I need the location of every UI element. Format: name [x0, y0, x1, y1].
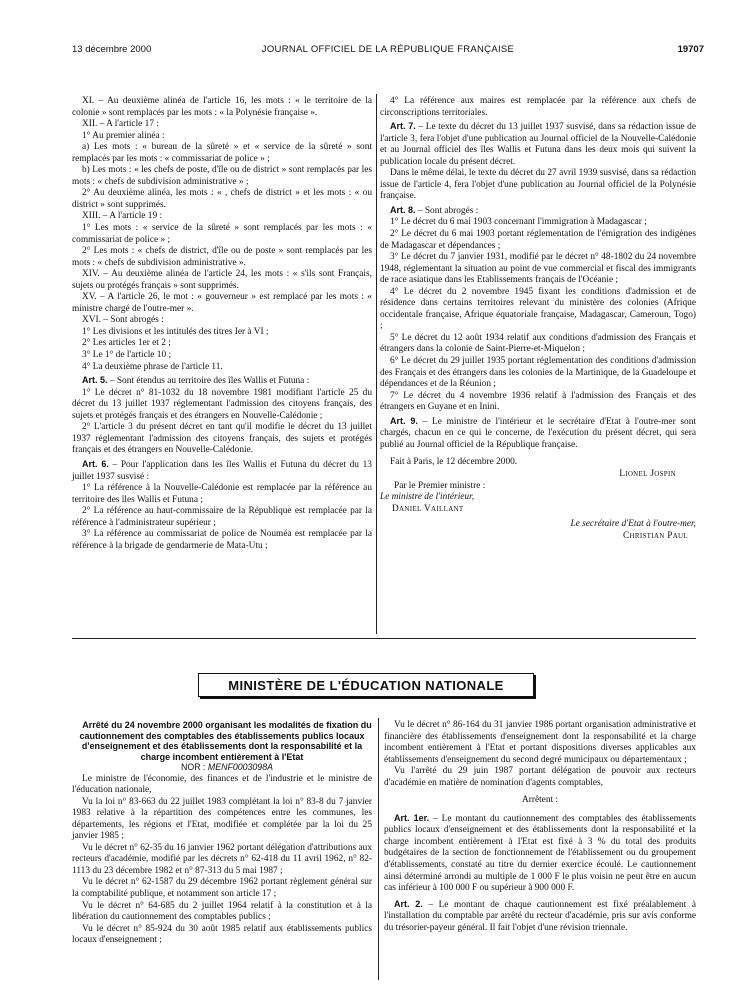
- paragraph: Vu le décret n° 64-685 du 2 juillet 1964 relatif à la constitution et à la libération du cautionnement des comptables publics ;: [72, 900, 372, 923]
- article-9: [380, 416, 696, 452]
- article-label: Art. 5.: [82, 375, 108, 386]
- column-divider: [376, 94, 377, 634]
- arretent-heading: Arrêtent :: [521, 795, 559, 806]
- column-divider: [378, 718, 379, 980]
- paragraph: Vu le décret n° 62-35 du 16 janvier 1962 portant délégation d'attributions aux recteurs d'académie, modifié par les décrets n° 62-418 du 11 avril 1962, n° 82-1113 du 23 décembre 1982 et n° 87-313 du 5 mai 1987 ;: [72, 842, 372, 876]
- paragraph: Vu le décret n° 86-164 du 31 janvier 1986 portant organisation administrative et financière des établissements d'enseignement dont la responsabilité et la charge incombent entièrement à l'Etat et portant dispositions diverses applicables aux établissements d'enseignement du second degré municipaux ou départementaux ;: [384, 720, 696, 765]
- ministry-heading: MINISTÈRE DE L'ÉDUCATION NATIONALE: [198, 673, 534, 697]
- overseas-secretary-name: Christian Paul: [622, 530, 688, 541]
- paragraph: XV. – A l'article 26, le mot : « gouverneur » est remplacé par les mots : « ministre chargé de l'outre-mer ».: [72, 292, 372, 314]
- by-prime-minister: Par le Premier ministre :: [394, 480, 486, 491]
- list-item: 2° La référence au haut-commissaire de la République est remplacée par la référence à l'administrateur supérieur ;: [72, 506, 372, 528]
- list-item: 7° Le décret du 4 novembre 1936 relatif à l'admission des Français et des étrangers en Guyane et en Inini.: [380, 390, 696, 413]
- paragraph: 4° La référence aux maires est remplacée par la référence aux chefs de circonscriptions territoriales.: [380, 96, 696, 118]
- nor-code: MENF0003098A: [207, 762, 273, 772]
- article-1: [384, 813, 696, 895]
- list-item: 5° Le décret du 12 août 1934 relatif aux conditions d'admission des Français et étrangers dans la colonie de Saint-Pierre-et-Miquelon ;: [380, 332, 696, 355]
- arrete-title: Arrêté du 24 novembre 2000 organisant les modalités de fixation du cautionnement des comptables des établissements publics locaux d'enseignement et des établissements dont la responsabilité et la charge incombent entièrement à l'Etat: [79, 720, 372, 762]
- article-text: – Le montant du cautionnement des comptables des établissements publics locaux d'enseignement et des établissements dont la responsabilité et la charge incombent entièrement à l'Etat est fixé à 3 % du total des produits budgétaires de la section de fonctionnement de l'établissement ou du groupement d'établissements, constaté au titre du dernier exercice écoulé. Le cautionnement ainsi déterminé arrondi au multiple de 1 000 F le plus voisin ne peut être en aucun cas inférieur à 100 000 F ou supérieur à 900 000 F.: [384, 813, 696, 894]
- column-left-upper: [72, 96, 372, 552]
- section-divider: [72, 638, 696, 639]
- article-7: [380, 121, 696, 168]
- paragraph: Le ministre de l'économie, des finances et de l'industrie et le ministre de l'éducation nationale,: [72, 773, 372, 796]
- article-text: – Le montant de chaque cautionnement est fixé préalablement à l'installation du comptable par arrêté du recteur d'académie, pris sur avis conforme du trésorier-payeur général. Il fait l'objet d'une révision triennale.: [384, 899, 696, 933]
- article-label: Art. 2.: [394, 898, 423, 909]
- paragraph: a) Les mots : « bureau de la sûreté » et « service de la sûreté » sont remplacés par les mots : « commissariat de police » ;: [72, 142, 372, 164]
- article-5: [72, 375, 372, 388]
- article-text: – Le texte du décret du 13 juillet 1937 susvisé, dans sa rédaction issue de l'article 3, fera l'objet d'une publication au Journal officiel de la Nouvelle-Calédonie et au Journal officiel des îles Wallis et Futuna dans les deux mois qui suivent la publication locale du présent décret.: [380, 122, 696, 167]
- article-label: Art. 7.: [390, 121, 416, 132]
- interior-minister-name: Daniel Vaillant: [392, 503, 464, 514]
- paragraph: Vu le décret n° 62-1587 du 29 décembre 1962 portant règlement général sur la comptabilité publique, et notamment son article 17 ;: [72, 877, 372, 900]
- article-6: [72, 459, 372, 483]
- paragraph: Vu le décret n° 85-924 du 30 août 1985 relatif aux établissements publics locaux d'enseignement ;: [72, 923, 372, 946]
- page-header: [72, 44, 704, 58]
- list-item: 3° Le décret du 7 janvier 1931, modifié par le décret n° 48-1802 du 24 novembre 1948, réglementant la situation au point de vue commercial et fiscal des immigrants de race asiatique dans les Etablissements français de l'Océanie ;: [380, 252, 696, 286]
- paragraph: 3° Le 1° de l'article 10 ;: [82, 350, 172, 361]
- list-item: 6° Le décret du 29 juillet 1935 portant réglementation des conditions d'admission des Français et des étrangers dans les colonies de la Martinique, de la Guadeloupe et dépendances et de la Réunion ;: [380, 356, 696, 390]
- column-right-upper: [380, 96, 696, 542]
- overseas-secretary-title: Le secrétaire d'Etat à l'outre-mer,: [570, 519, 696, 530]
- article-label: Art. 9.: [390, 415, 418, 426]
- article-2: [384, 899, 696, 935]
- list-item: 1° Le décret n° 81-1032 du 18 novembre 1981 modifiant l'article 25 du décret du 13 juillet 1937 réglementant l'admission des citoyens français, des sujets et protégés français et des étrangers en Nouvelle-Calédonie ;: [72, 387, 372, 421]
- paragraph: XII. – A l'article 17 :: [82, 119, 159, 130]
- paragraph: Dans le même délai, le texte du décret du 27 avril 1939 susvisé, dans sa rédaction issue de l'article 4, fera l'objet d'une publication au Journal officiel de la Polynésie française.: [380, 168, 696, 202]
- header-date: 13 décembre 2000: [72, 44, 152, 55]
- paragraph: XIII. – A l'article 19 :: [82, 211, 163, 222]
- list-item: 4° Le décret du 2 novembre 1945 fixant les conditions d'admission et de résidence dans certains territoires relevant du ministère des colonies (Afrique occidentale française, Afrique équatoriale française, Madagascar, Cameroun, Togo) ;: [380, 286, 696, 332]
- paragraph: 2° Les mots : « chefs de district, d'île ou de poste » sont remplacés par les mots : « chefs de subdivision administrative ».: [72, 246, 372, 268]
- article-text: – Pour l'application dans les îles Wallis et Futuna du décret du 13 juillet 1937 susvisé :: [72, 459, 372, 482]
- article-8: [380, 205, 696, 218]
- article-text: – Le ministre de l'intérieur et le secrétaire d'Etat à l'outre-mer sont chargés, chacun en ce qui le concerne, de l'exécution du présent décret, qui sera publié au Journal officiel de la République française.: [380, 416, 696, 450]
- paragraph: Vu l'arrêté du 29 juin 1987 portant délégation de pouvoir aux recteurs d'académie en matière de nomination d'agents comptables,: [384, 766, 696, 788]
- column-left-lower: [72, 720, 372, 947]
- article-text: – Sont abrogés :: [415, 205, 479, 216]
- nor-reference: [72, 762, 372, 774]
- interior-minister-title: Le ministre de l'intérieur,: [380, 492, 475, 503]
- list-item: 3° La référence au commissariat de police de Nouméa est remplacée par la référence à la brigade de gendarmerie de Mata-Utu ;: [72, 529, 372, 551]
- article-label: Art. 1er.: [394, 812, 430, 823]
- paragraph: 1° Les divisions et les intitulés des titres Ier à VI ;: [82, 326, 269, 337]
- paragraph: 2° Les articles 1er et 2 ;: [82, 338, 171, 349]
- header-page-number: 19707: [677, 44, 704, 55]
- list-item: 2° Le décret du 6 mai 1903 portant réglementation de l'émigration des indigènes de Madagascar et dépendances ;: [380, 229, 696, 251]
- paragraph: XI. – Au deuxième alinéa de l'article 16, les mots : « le territoire de la colonie » sont remplacés par les mots : « la Polynésie française ».: [72, 96, 372, 118]
- signer-name: Lionel Jospin: [619, 468, 676, 479]
- paragraph: 2° Au deuxième alinéa, les mots : « , chefs de district » et les mots : « ou district » sont supprimés.: [72, 188, 372, 210]
- list-item: 1° Le décret du 6 mai 1903 concernant l'immigration à Madagascar ;: [390, 217, 647, 228]
- article-label: Art. 6.: [82, 458, 109, 469]
- header-journal-title: JOURNAL OFFICIEL DE LA RÉPUBLIQUE FRANÇAISE: [261, 44, 515, 55]
- article-label: Art. 8.: [390, 204, 416, 215]
- column-right-lower: [384, 720, 696, 934]
- paragraph: 1° Au premier alinéa :: [82, 130, 165, 141]
- paragraph: Vu la loi n° 83-663 du 22 juillet 1983 complétant la loi n° 83-8 du 7 janvier 1983 relative à la répartition des compétences entre les communes, les départements, les régions et l'Etat, modifiée et complétée par la loi du 25 janvier 1985 ;: [72, 796, 372, 842]
- list-item: 2° L'article 3 du présent décret en tant qu'il modifie le décret du 13 juillet 1937 réglementant l'admission des citoyens français, des sujets et protégés français et des étrangers en Nouvelle-Calédonie.: [72, 422, 372, 456]
- nor-label: NOR :: [181, 762, 206, 772]
- paragraph: XVI. – Sont abrogés :: [82, 315, 164, 326]
- paragraph: b) Les mots : « les chefs de poste, d'île ou de district » sont remplacés par les mots : « chefs de subdivision administrative » ;: [72, 165, 372, 187]
- paragraph: 1° Les mots : « service de la sûreté » sont remplacés par les mots : « commissariat de police » ;: [72, 223, 372, 245]
- article-text: – Sont étendus au territoire des îles Wallis et Futuna :: [107, 376, 310, 387]
- list-item: 1° La référence à la Nouvelle-Calédonie est remplacée par la référence au territoire des îles Wallis et Futuna ;: [72, 483, 372, 505]
- paragraph: XIV. – Au deuxième alinéa de l'article 24, les mots : « s'ils sont Français, sujets ou protégés français » sont supprimés.: [72, 269, 372, 291]
- place-date: Fait à Paris, le 12 décembre 2000.: [390, 457, 518, 468]
- paragraph: 4° La deuxième phrase de l'article 11.: [82, 361, 223, 372]
